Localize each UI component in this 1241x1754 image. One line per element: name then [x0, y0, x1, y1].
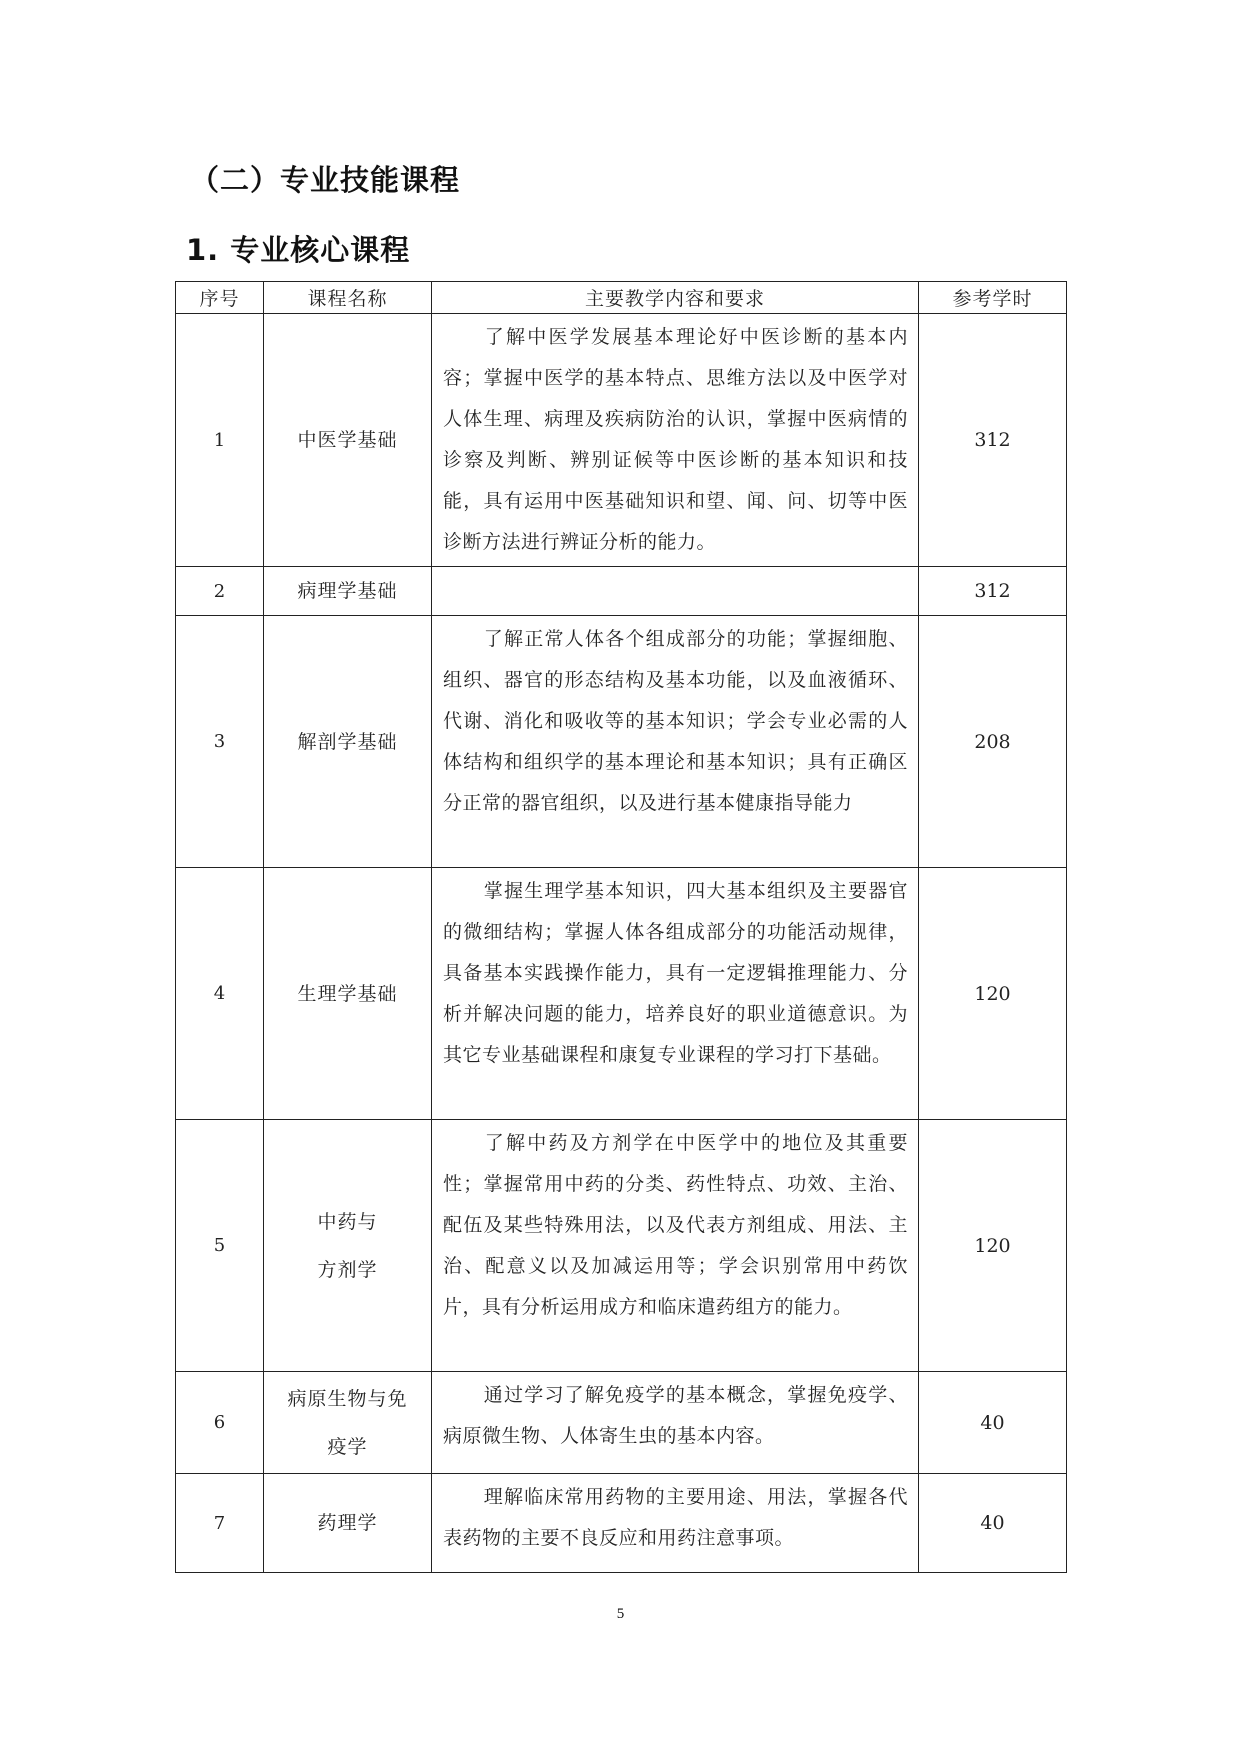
row-no: 2	[176, 567, 264, 616]
row-no: 3	[176, 616, 264, 868]
row-name: 病理学基础	[264, 567, 432, 616]
row-no: 4	[176, 868, 264, 1120]
row-no: 6	[176, 1372, 264, 1474]
row-hours: 40	[919, 1372, 1067, 1474]
row-content: 通过学习了解免疫学的基本概念，掌握免疫学、病原微生物、人体寄生虫的基本内容。	[432, 1372, 919, 1474]
row-content: 了解正常人体各个组成部分的功能；掌握细胞、组织、器官的形态结构及基本功能，以及血液循环、代谢、消化和吸收等的基本知识；学会专业必需的人体结构和组织学的基本理论和基本知识；具有正确区分正常的器官组织，以及进行基本健康指导能力	[432, 616, 919, 868]
table-row	[176, 868, 1067, 1120]
table-row	[176, 616, 1067, 868]
page-number: 5	[616, 1606, 625, 1622]
row-name: 药理学	[264, 1474, 432, 1573]
row-name: 生理学基础	[264, 868, 432, 1120]
table-row	[176, 567, 1067, 616]
header-hours: 参考学时	[919, 282, 1067, 314]
row-name: 中医学基础	[264, 314, 432, 567]
row-hours: 208	[919, 616, 1067, 868]
table-row	[176, 1474, 1067, 1573]
subsection-heading: 1. 专业核心课程	[186, 233, 411, 267]
row-hours: 120	[919, 868, 1067, 1120]
row-content	[432, 567, 919, 616]
table-header-row	[176, 282, 1067, 314]
row-content: 理解临床常用药物的主要用途、用法，掌握各代表药物的主要不良反应和用药注意事项。	[432, 1474, 919, 1573]
header-content: 主要教学内容和要求	[432, 282, 919, 314]
row-hours: 312	[919, 567, 1067, 616]
table-row	[176, 314, 1067, 567]
row-no: 1	[176, 314, 264, 567]
table-row	[176, 1120, 1067, 1372]
header-no: 序号	[176, 282, 264, 314]
section-heading: （二）专业技能课程	[190, 163, 461, 197]
table-row	[176, 1372, 1067, 1474]
course-table	[175, 281, 1067, 1573]
row-name: 解剖学基础	[264, 616, 432, 868]
row-name: 病原生物与免 疫学	[264, 1372, 432, 1474]
row-content: 了解中医学发展基本理论好中医诊断的基本内容；掌握中医学的基本特点、思维方法以及中医学对人体生理、病理及疾病防治的认识，掌握中医病情的诊察及判断、辨别证候等中医诊断的基本知识和技能，具有运用中医基础知识和望、闻、问、切等中医诊断方法进行辨证分析的能力。	[432, 314, 919, 567]
row-name: 中药与 方剂学	[264, 1120, 432, 1372]
row-no: 5	[176, 1120, 264, 1372]
row-no: 7	[176, 1474, 264, 1573]
row-content: 掌握生理学基本知识，四大基本组织及主要器官的微细结构；掌握人体各组成部分的功能活动规律，具备基本实践操作能力，具有一定逻辑推理能力、分析并解决问题的能力，培养良好的职业道德意识。为其它专业基础课程和康复专业课程的学习打下基础。	[432, 868, 919, 1120]
row-hours: 120	[919, 1120, 1067, 1372]
row-hours: 40	[919, 1474, 1067, 1573]
row-hours: 312	[919, 314, 1067, 567]
row-content: 了解中药及方剂学在中医学中的地位及其重要性；掌握常用中药的分类、药性特点、功效、主治、配伍及某些特殊用法，以及代表方剂组成、用法、主治、配意义以及加减运用等；学会识别常用中药饮片，具有分析运用成方和临床遣药组方的能力。	[432, 1120, 919, 1372]
header-name: 课程名称	[264, 282, 432, 314]
